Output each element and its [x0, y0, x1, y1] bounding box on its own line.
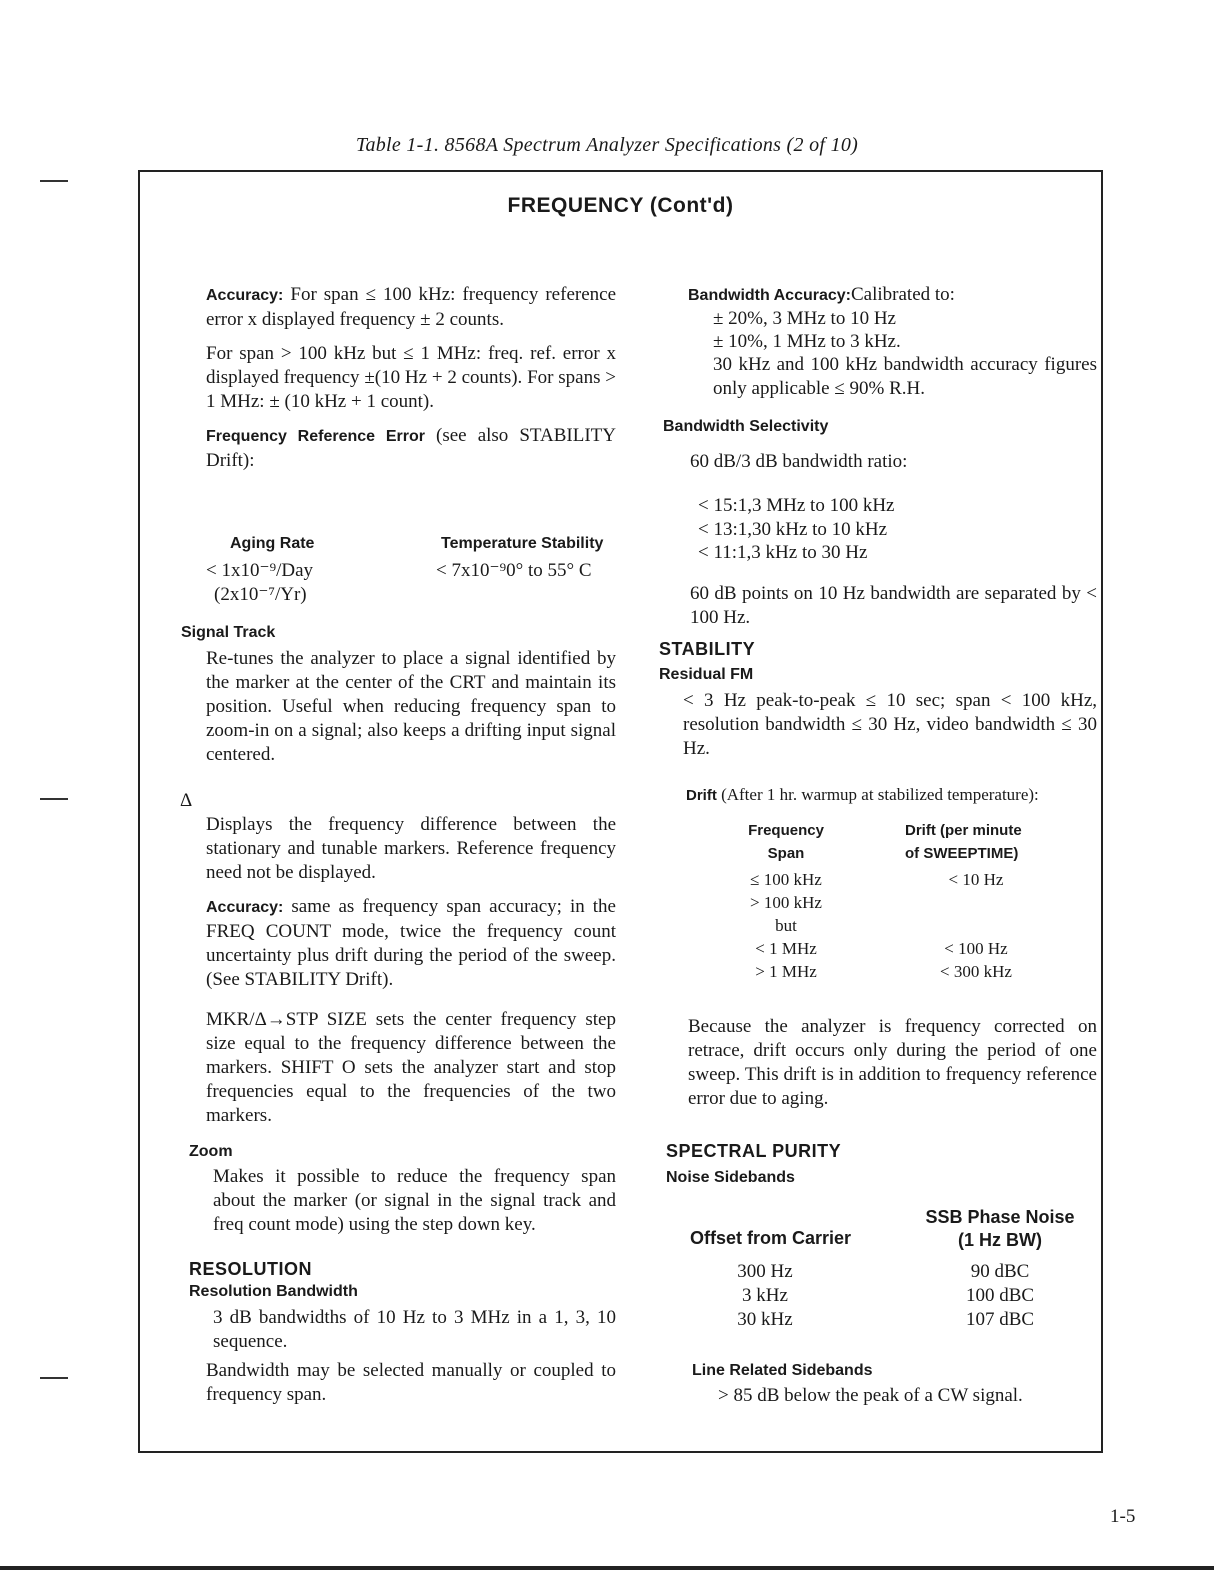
selectivity-line: < 13:1,30 kHz to 10 kHz [698, 519, 888, 540]
accuracy-text: For span ≤ 100 kHz: frequency reference error x displayed frequency ± 2 counts. [206, 284, 617, 330]
aging-rate-value: < 1x10⁻⁹/Day [206, 560, 314, 581]
temp-stability-heading: Temperature Stability [441, 535, 604, 552]
noise-offset-cell: 30 kHz [737, 1309, 793, 1330]
accuracy-block [206, 283, 616, 473]
accuracy-label: Accuracy: [206, 287, 284, 304]
zoom-text: Makes it possible to reduce the frequency span about the marker (or signal in the signal track and freq count mode) using the step down key. [213, 1166, 616, 1235]
bandwidth-selectivity-heading: Bandwidth Selectivity [663, 418, 829, 435]
drift-value-cell [926, 914, 1026, 937]
noise-offset-col [715, 1260, 815, 1332]
drift-value-cell: < 10 Hz [948, 870, 1004, 889]
temp-stability-value: < 7x10⁻⁹0° to 55° C [436, 560, 592, 581]
drift-rows [736, 868, 1026, 983]
noise-value-col [950, 1260, 1050, 1332]
drift-span-cell: ≤ 100 kHz [750, 870, 822, 889]
line-related-heading: Line Related Sidebands [692, 1362, 873, 1379]
fre-label: Frequency Reference Error [206, 428, 425, 445]
bandwidth-accuracy [688, 283, 1098, 308]
signal-track-text: Re-tunes the analyzer to place a signal identified by the marker at the center of the CRT and maintain its position. Useful when reducing frequency span to zoom-in on a signal; also keeps a drifting input signal centered. [206, 648, 616, 765]
noise-value-cell: 107 dBC [965, 1309, 1035, 1330]
table-row [736, 891, 1026, 914]
signal-track-heading: Signal Track [181, 624, 276, 641]
drift-col-span-head [736, 822, 836, 862]
delta-block [206, 813, 616, 992]
drift-span-cell: but [775, 916, 797, 935]
drift-value-cell [926, 891, 1026, 914]
residual-fm-text: < 3 Hz peak-to-peak ≤ 10 sec; span < 100 kHz, resolution bandwidth ≤ 30 Hz, video bandwidth ≤ 30 Hz. [683, 690, 1097, 759]
drift-label: Drift [686, 787, 717, 804]
noise-value-cell: 90 dBC [970, 1261, 1030, 1282]
drift-intro [686, 783, 1098, 808]
selectivity-line: < 15:1,3 MHz to 100 kHz [698, 495, 895, 516]
table-row [736, 868, 1026, 891]
zoom-heading: Zoom [189, 1143, 233, 1160]
drift-col-drift-head-l1: Drift (per minute [905, 822, 1022, 839]
drift-col-drift-head [905, 822, 1035, 862]
residual-fm-heading: Residual FM [659, 666, 754, 683]
aging-rate-heading: Aging Rate [230, 535, 315, 552]
bandwidth-accuracy-line: ± 10%, 1 MHz to 3 kHz. [713, 331, 901, 352]
noise-offset-cell: 3 kHz [742, 1285, 788, 1306]
ssb-phase-noise-head [900, 1207, 1100, 1251]
noise-sidebands-heading: Noise Sidebands [666, 1169, 795, 1186]
resolution-bandwidth-text: 3 dB bandwidths of 10 Hz to 3 MHz in a 1, 3, 10 sequence. [213, 1307, 616, 1352]
table-row [736, 960, 1026, 983]
delta-text: Displays the frequency difference between the stationary and tunable markers. Reference frequency need not be displayed. [206, 814, 616, 883]
selectivity-line: < 11:1,3 kHz to 30 Hz [698, 542, 868, 563]
scan-edge-line [0, 1566, 1214, 1570]
drift-table [736, 868, 1026, 983]
table-row [736, 914, 1026, 937]
spectral-purity-heading: SPECTRAL PURITY [666, 1141, 842, 1161]
drift-col-span-head-l2: Span [767, 845, 805, 862]
delta-symbol: Δ [180, 790, 193, 811]
bandwidth-accuracy-line: ± 20%, 3 MHz to 10 Hz [713, 308, 896, 329]
ssb-head-l1: SSB Phase Noise [925, 1207, 1075, 1227]
resolution-bandwidth-heading: Resolution Bandwidth [189, 1283, 358, 1300]
drift-span-cell: < 1 MHz [755, 939, 817, 958]
margin-mark [40, 1377, 68, 1379]
drift-col-span-head-l1: Frequency [748, 822, 824, 839]
drift-col-drift-head-l2: of SWEEPTIME) [905, 845, 1019, 862]
drift-span-cell: > 100 kHz [750, 893, 822, 912]
noise-value-cell: 100 dBC [965, 1285, 1035, 1306]
drift-value-cell: < 100 Hz [944, 939, 1008, 958]
line-related-text: > 85 dB below the peak of a CW signal. [718, 1385, 1023, 1406]
delta-accuracy-text: same as frequency span accuracy; in the FREQ COUNT mode, twice the frequency count uncertainty plus drift during the period of the sweep. (See STABILITY Drift). [206, 896, 616, 990]
margin-mark [40, 180, 68, 182]
accuracy-text-2: For span > 100 kHz but ≤ 1 MHz: freq. ref. error x displayed frequency ±(10 Hz + 2 counts). For spans > 1 MHz: ± (10 kHz + 1 count). [206, 343, 616, 412]
drift-span-cell: > 1 MHz [755, 962, 817, 981]
bandwidth-selectivity-text-2: 60 dB points on 10 Hz bandwidth are separated by < 100 Hz. [690, 583, 1097, 628]
bandwidth-selectivity-text: 60 dB/3 dB bandwidth ratio: [690, 451, 908, 472]
drift-text: (After 1 hr. warmup at stabilized temperature): [721, 785, 1039, 804]
table-caption: Table 1-1. 8568A Spectrum Analyzer Specifications (2 of 10) [355, 134, 859, 156]
bandwidth-accuracy-label: Bandwidth Accuracy: [688, 287, 851, 304]
mkr-step-size-text: MKR/Δ→STP SIZE sets the center frequency step size equal to the frequency difference between the markers. SHIFT O sets the analyzer start and stop frequencies equal to the frequencies of the two markers. [206, 1009, 616, 1126]
fre-text: (see also STABILITY Drift): [206, 425, 617, 471]
drift-value-cell: < 300 kHz [940, 962, 1012, 981]
bandwidth-accuracy-line: 30 kHz and 100 kHz bandwidth accuracy figures only applicable ≤ 90% R.H. [713, 354, 1097, 399]
noise-offset-cell: 300 Hz [737, 1261, 793, 1282]
table-row [736, 937, 1026, 960]
aging-rate-value-2: (2x10⁻⁷/Yr) [214, 584, 307, 605]
section-title: FREQUENCY (Cont'd) [507, 194, 734, 217]
stability-heading: STABILITY [659, 639, 756, 659]
resolution-heading: RESOLUTION [189, 1259, 313, 1279]
delta-accuracy-label: Accuracy: [206, 899, 284, 916]
resolution-bandwidth-text-2: Bandwidth may be selected manually or coupled to frequency span. [206, 1360, 616, 1405]
bandwidth-accuracy-text: Calibrated to: [851, 284, 955, 305]
drift-text-2: Because the analyzer is frequency corrected on retrace, drift occurs only during the period of one sweep. This drift is in addition to frequency reference error due to aging. [688, 1016, 1097, 1109]
margin-mark [40, 798, 68, 800]
ssb-head-l2: (1 Hz BW) [958, 1230, 1042, 1250]
offset-from-carrier-head: Offset from Carrier [690, 1228, 852, 1248]
page-number: 1-5 [1110, 1506, 1136, 1527]
